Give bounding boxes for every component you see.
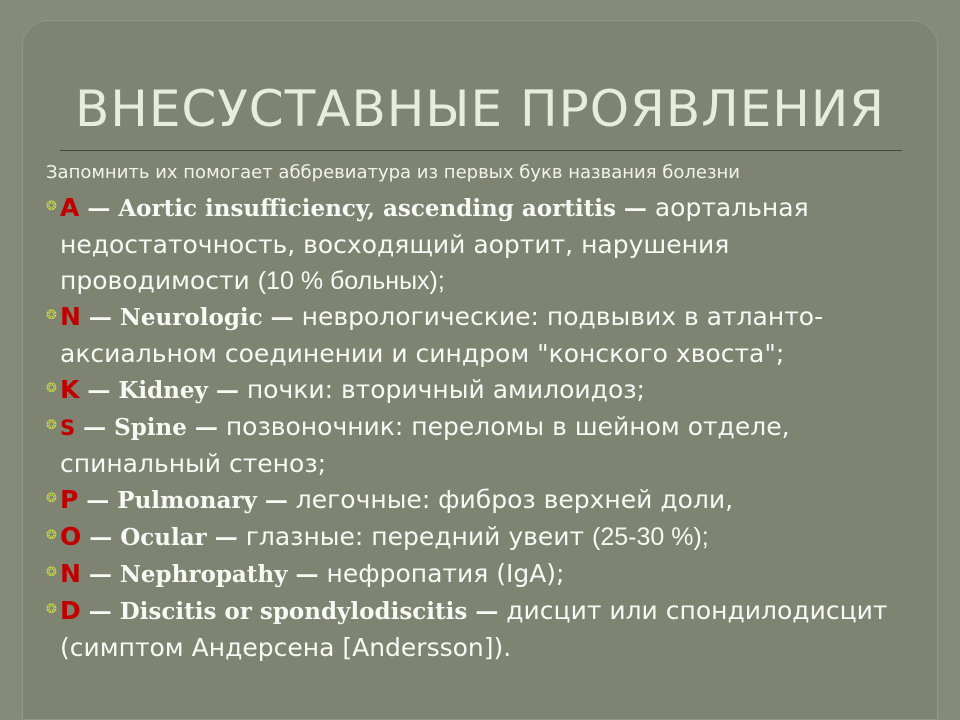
- list-item-s: [46, 409, 916, 482]
- english-term: — Ocular —: [89, 524, 238, 551]
- item-description: почки: вторичный амилоидоз;: [238, 375, 645, 404]
- bullet-icon: ❂: [46, 199, 57, 214]
- list-item-n: [46, 299, 916, 372]
- mnemonic-letter: D: [60, 596, 81, 625]
- english-term: — Nephropathy —: [88, 561, 319, 588]
- list-item-o: [46, 519, 916, 556]
- bullet-icon: ❂: [46, 491, 57, 506]
- mnemonic-letter: S: [60, 416, 76, 440]
- list-item-k: [46, 372, 916, 409]
- list-item-p: [46, 482, 916, 519]
- item-description: аортальная недостаточность, восходящий аортит, нарушения проводимости: [60, 193, 809, 295]
- mnemonic-letter: N: [60, 559, 81, 588]
- item-description: неврологические: подвывих в атланто-аксиальном соединении и синдром "конского хвоста";: [60, 302, 824, 368]
- mnemonic-letter: A: [60, 193, 80, 222]
- bullet-icon: ❂: [46, 418, 57, 433]
- bullet-icon: ❂: [46, 381, 57, 396]
- item-description: нефропатия (IgA);: [318, 559, 565, 588]
- mnemonic-letter: N: [60, 302, 81, 331]
- item-note: (25-30 %);: [592, 523, 709, 551]
- list-item-d: [46, 593, 916, 666]
- slide-title: ВНЕСУСТАВНЫЕ ПРОЯВЛЕНИЯ: [74, 80, 886, 138]
- item-description: легочные: фиброз верхней доли,: [287, 485, 734, 514]
- english-term: — Neurologic —: [88, 304, 294, 331]
- english-term: — Pulmonary —: [86, 487, 288, 514]
- mnemonic-list: [46, 190, 916, 666]
- item-description: позвоночник: переломы в шейном отделе, спинальный стеноз;: [60, 412, 790, 478]
- bullet-icon: ❂: [46, 602, 57, 617]
- item-note: (10 % больных);: [257, 267, 445, 295]
- bullet-icon: ❂: [46, 565, 57, 580]
- bullet-icon: ❂: [46, 528, 57, 543]
- english-term: — Aortic insufficiency, ascending aortitis —: [87, 195, 647, 222]
- english-term: — Spine —: [83, 414, 218, 441]
- mnemonic-letter: P: [60, 485, 79, 514]
- mnemonic-letter: O: [60, 522, 82, 551]
- item-description: глазные: передний увеит: [237, 522, 592, 551]
- mnemonic-letter: K: [60, 375, 80, 404]
- english-term: — Discitis or spondylodiscitis —: [88, 598, 499, 625]
- bullet-icon: ❂: [46, 308, 57, 323]
- english-term: — Kidney —: [87, 377, 239, 404]
- list-item-n2: [46, 556, 916, 593]
- title-divider: [60, 150, 902, 151]
- list-item-a: [46, 190, 916, 299]
- slide-subtitle: Запомнить их помогает аббревиатура из первых букв названия болезни: [46, 162, 740, 183]
- item-description: дисцит или спондилодисцит (симптом Андерсена [Andersson]).: [60, 596, 888, 662]
